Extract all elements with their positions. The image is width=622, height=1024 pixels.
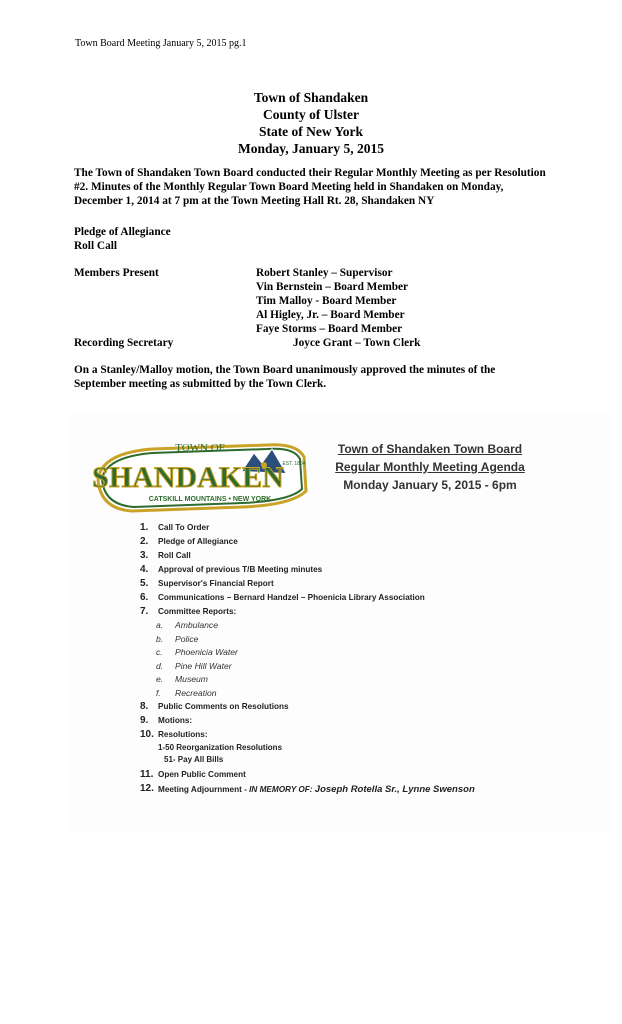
shandaken-logo (92, 435, 317, 515)
member-stanley: Robert Stanley – Supervisor (256, 267, 393, 279)
agenda-item: 2. Pledge of Allegiance (140, 536, 238, 547)
logo-name: SHANDAKEN (92, 461, 284, 494)
pledge-text: Pledge of Allegiance (74, 226, 171, 238)
recording-secretary-label: Recording Secretary (74, 337, 174, 349)
member-malloy: Tim Malloy - Board Member (256, 295, 397, 307)
opening-items (74, 225, 171, 253)
committee-report: a. Ambulance (156, 620, 218, 630)
resolution-line: 1-50 Reorganization Resolutions (158, 743, 283, 752)
roll-call-text: Roll Call (74, 240, 117, 252)
minutes-motion: On a Stanley/Malloy motion, the Town Board unanimously approved the minutes of the September meeting as submitted by the Town Clerk. (74, 364, 496, 390)
committee-report: b. Police (156, 633, 199, 644)
adjournment-text: Meeting Adjournment - (158, 785, 250, 794)
title-line-town: Town of Shandaken (253, 90, 369, 105)
agenda-title-meeting: Regular Monthly Meeting Agenda (335, 460, 525, 474)
member-storms: Faye Storms – Board Member (256, 323, 403, 335)
committee-report: e. Museum (156, 674, 208, 684)
agenda-item: 6. Communications – Bernard Handzel – Phoenicia Library Association (140, 592, 425, 603)
agenda-item: 8. Public Comments on Resolutions (140, 701, 289, 712)
agenda-item: 4. Approval of previous T/B Meeting minutes (140, 564, 323, 575)
member-bernstein: Vin Bernstein – Board Member (256, 281, 409, 293)
agenda-item-adjournment: 12. Meeting Adjournment - IN MEMORY OF: Joseph Rotella Sr., Lynne Swenson (140, 783, 475, 795)
logo-town-of: TOWN OF (175, 442, 225, 454)
title-line-county: County of Ulster (263, 107, 359, 122)
agenda-item: 9. Motions: (140, 715, 193, 726)
title-line-date: Monday, January 5, 2015 (238, 141, 384, 156)
agenda-item: 10. Resolutions: (140, 729, 208, 740)
members-present-label: Members Present (74, 267, 159, 279)
agenda-item: 1. Call To Order (140, 522, 210, 533)
agenda-item: 7. Committee Reports: (140, 606, 237, 617)
recording-secretary-name: Joyce Grant – Town Clerk (293, 337, 421, 349)
member-higley: Al Higley, Jr. – Board Member (256, 309, 405, 321)
agenda-list (140, 522, 475, 797)
in-memory-label: IN MEMORY OF: (249, 785, 313, 794)
committee-report: f. Recreation (156, 687, 217, 698)
committee-report: c. Phoenicia Water (156, 647, 238, 657)
logo-est: EST. 1804 (282, 461, 306, 467)
page-header: Town Board Meeting January 5, 2015 pg.1 (75, 38, 247, 49)
agenda-title (320, 440, 540, 494)
logo-tagline: CATSKILL MOUNTAINS • NEW YORK (148, 496, 272, 503)
title-line-state: State of New York (258, 124, 364, 139)
agenda-item: 5. Supervisor's Financial Report (140, 578, 274, 589)
agenda-item: 3. Roll Call (140, 550, 191, 561)
agenda-item: 11. Open Public Comment (140, 769, 246, 780)
in-memory-names: Joseph Rotella Sr., Lynne Swenson (314, 784, 475, 795)
intro-paragraph: The Town of Shandaken Town Board conducted their Regular Monthly Meeting as per Resolution #2. Minutes of the Monthly Regular Town Board Meeting held in Shandaken on Monday, December 1, 2014 at 7 pm at the Town Meeting Hall Rt. 28, Shandaken NY (74, 167, 546, 207)
resolution-line: 51- Pay All Bills (164, 755, 224, 764)
document-title (0, 89, 622, 157)
committee-report: d. Pine Hill Water (156, 660, 232, 671)
agenda-title-board: Town of Shandaken Town Board (337, 442, 523, 456)
agenda-title-date: Monday January 5, 2015 - 6pm (343, 478, 517, 492)
